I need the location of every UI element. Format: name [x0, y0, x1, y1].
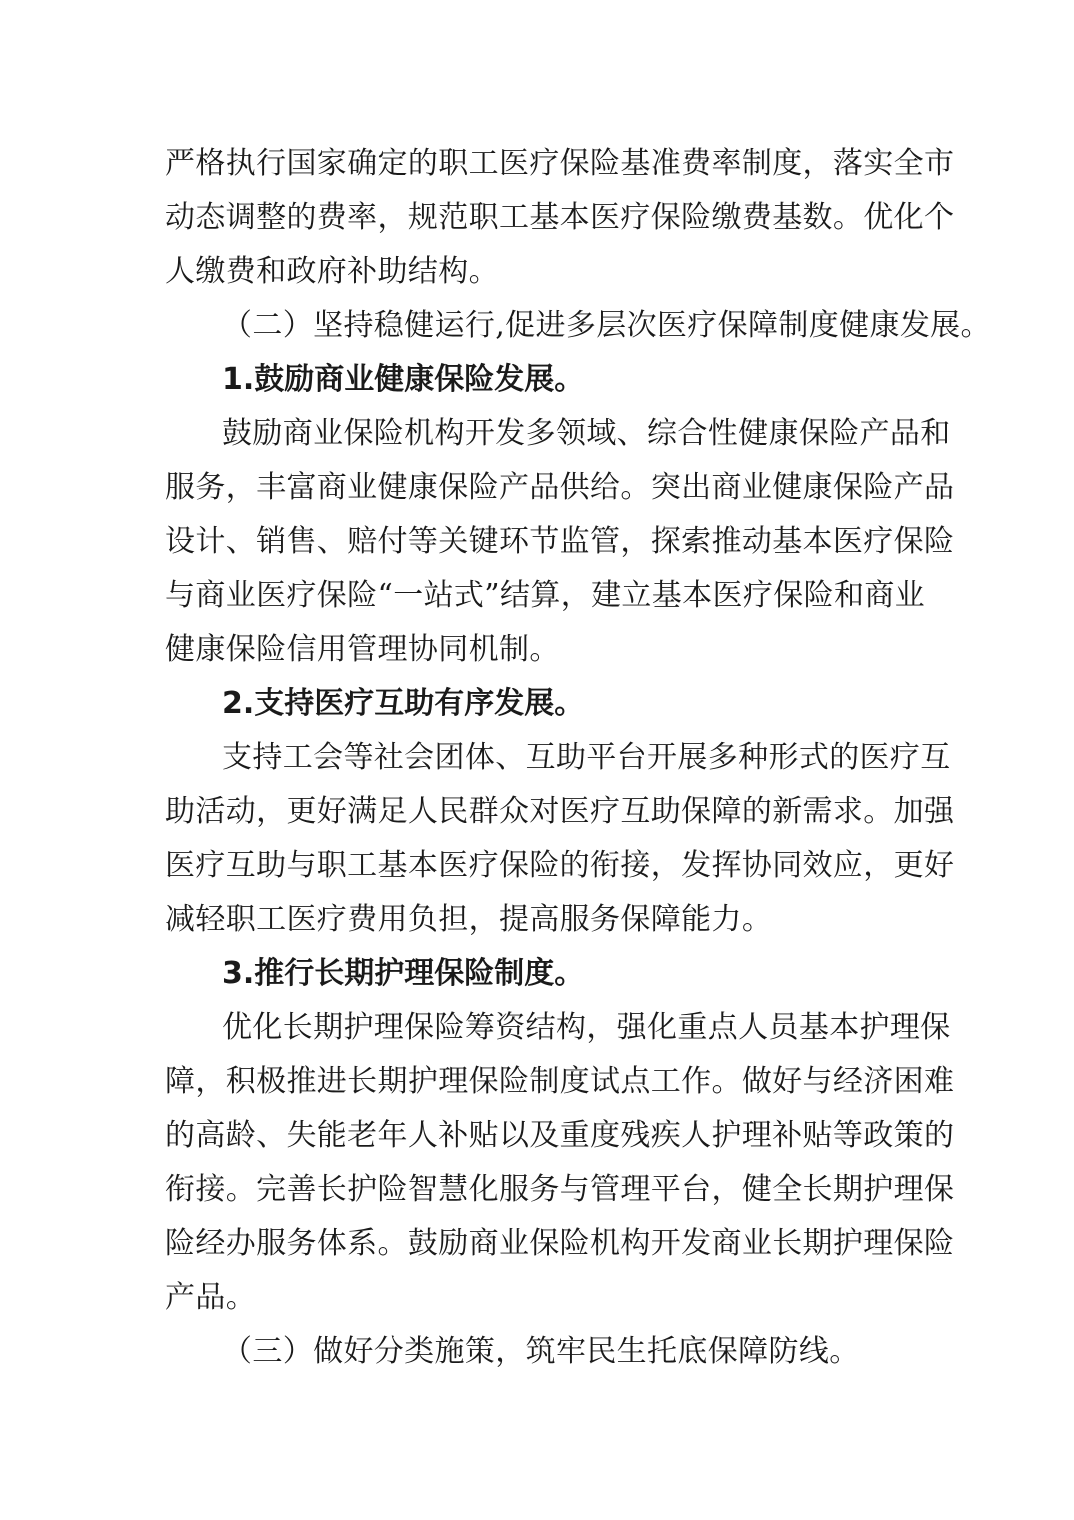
text-line: 支持工会等社会团体、互助平台开展多种形式的医疗互	[222, 740, 951, 775]
text-line: 障，积极推进长期护理保险制度试点工作。做好与经济困难	[165, 1064, 955, 1099]
text-line: 鼓励商业保险机构开发多领域、综合性健康保险产品和	[222, 416, 951, 451]
body-paragraph-rate-system	[165, 137, 955, 299]
body-paragraph-long-term-care	[165, 1001, 955, 1325]
text-line: 动态调整的费率，规范职工基本医疗保险缴费基数。优化个	[165, 200, 955, 235]
text-line: 的高龄、失能老年人补贴以及重度残疾人护理补贴等政策的	[165, 1118, 955, 1153]
item-heading-2: 2.支持医疗互助有序发展。	[222, 686, 585, 721]
text-line: 服务，丰富商业健康保险产品供给。突出商业健康保险产品	[165, 470, 955, 505]
text-line: 健康保险信用管理协同机制。	[165, 632, 560, 667]
text-line: 衔接。完善长护险智慧化服务与管理平台，健全长期护理保	[165, 1172, 955, 1207]
item-heading-1: 1.鼓励商业健康保险发展。	[222, 362, 585, 397]
text-line: 产品。	[165, 1280, 257, 1315]
text-line: 减轻职工医疗费用负担，提高服务保障能力。	[165, 902, 773, 937]
text-line: 助活动，更好满足人民群众对医疗互助保障的新需求。加强	[165, 794, 955, 829]
section-heading-3: （三）做好分类施策，筑牢民生托底保障防线。	[222, 1334, 860, 1369]
text-line: 优化长期护理保险筹资结构，强化重点人员基本护理保	[222, 1010, 951, 1045]
body-paragraph-commercial-insurance	[165, 407, 955, 677]
body-paragraph-mutual-aid	[165, 731, 955, 947]
text-line: 严格执行国家确定的职工医疗保险基准费率制度，落实全市	[165, 146, 955, 181]
document-body	[165, 137, 991, 1379]
text-line: 设计、销售、赔付等关键环节监管，探索推动基本医疗保险	[165, 524, 955, 559]
text-line: 人缴费和政府补助结构。	[165, 254, 499, 289]
item-heading-3: 3.推行长期护理保险制度。	[222, 956, 585, 991]
text-line: 险经办服务体系。鼓励商业保险机构开发商业长期护理保险	[165, 1226, 955, 1261]
text-line: 与商业医疗保险“一站式”结算，建立基本医疗保险和商业	[165, 578, 926, 613]
text-line: 医疗互助与职工基本医疗保险的衔接，发挥协同效应，更好	[165, 848, 955, 883]
section-heading-2: （二）坚持稳健运行,促进多层次医疗保障制度健康发展。	[222, 308, 991, 343]
